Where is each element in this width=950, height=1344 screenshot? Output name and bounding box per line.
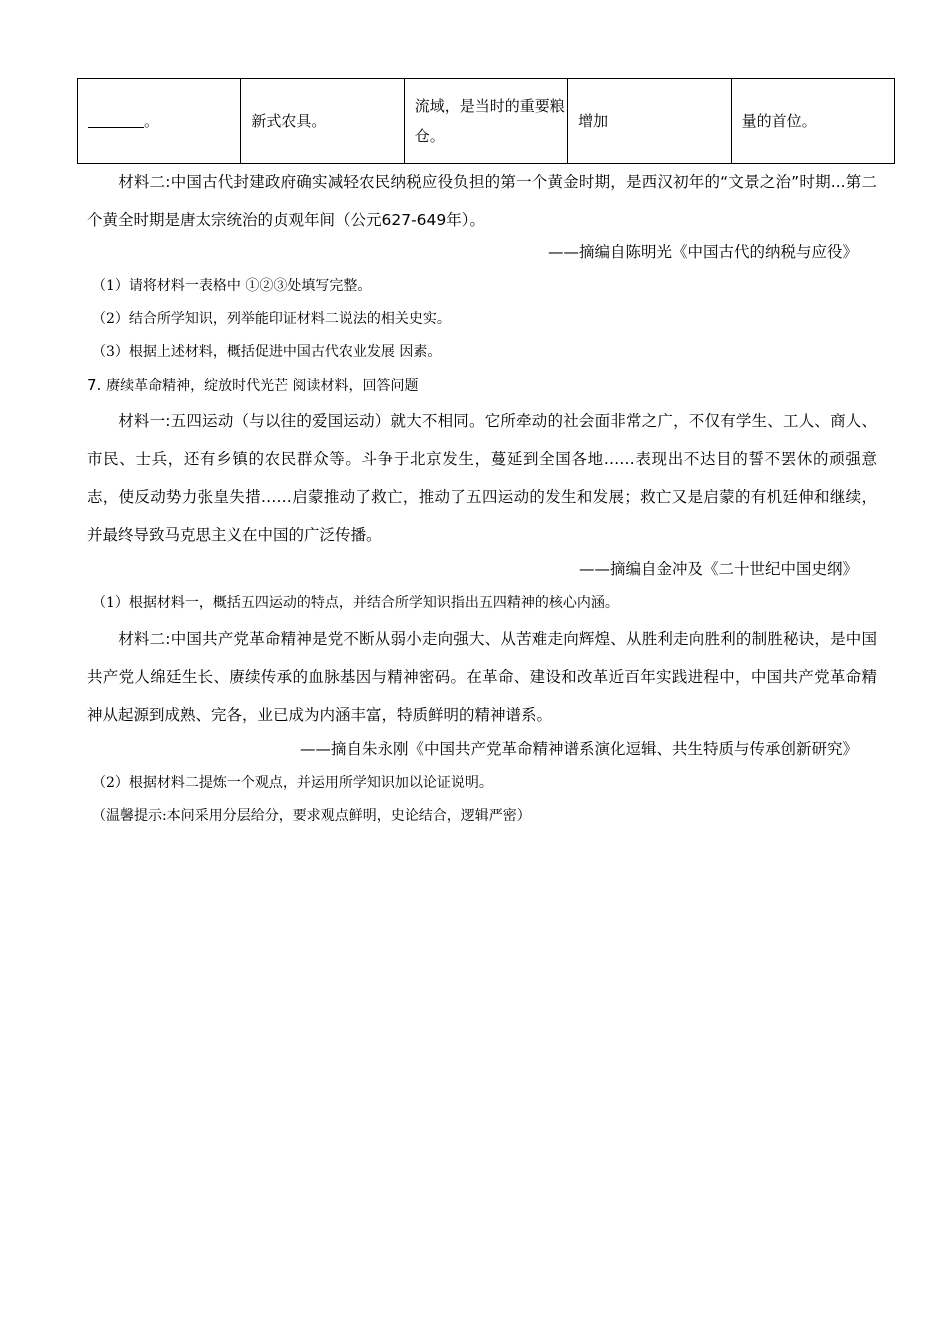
q6-question-3: （3）根据上述材料，概括促进中国古代农业发展 因素。 [92,344,442,360]
q7-source-2: ——摘自朱永刚《中国共产党革命精神谱系演化逗辑、共生特质与传承创新研究》 [299,740,858,758]
q7-question-2: （2）根据材料二提炼一个观点，并运用所学知识加以论证说明。 [92,775,493,791]
table-cell: 增加 [568,79,731,164]
q7-question-1: （1）根据材料一，概括五四运动的特点，并结合所学知识指出五四精神的核心内涵。 [92,595,619,611]
table-cell: 。 [78,79,241,164]
table-cell: 量的首位。 [731,79,894,164]
q7-source-1: ——摘编自金冲及《二十世纪中国史纲》 [578,560,858,578]
table-cell: 流域，是当时的重要粮仓。 [404,79,567,164]
q7-number: 7. [87,376,102,394]
q7-heading [87,374,419,397]
q7-title: 赓续革命精神，绽放时代光芒 阅读材料，回答问题 [106,378,419,394]
q6-question-1: （1）请将材料一表格中 ①②③处填写完整。 [92,278,372,294]
q7-material-1: 材料一:五四运动（与以往的爱国运动）就大不相同。它所牵动的社会面非常之广，不仅有学生、工人、商人、市民、士兵，还有乡镇的农民群众等。斗争于北京发生，蔓延到全国各地……表现出不达目的誓不罢休的顽强意志，使反动势力张皇失措……启蒙推动了救亡，推动了五四运动的发生和发展；救亡又是启蒙的有机廷伸和继续，并最终导致马克思主义在中国的广泛传播。 [87,412,877,544]
q6-material-2: 材料二:中国古代封建政府确实减轻农民纳税应役负担的第一个黄金时期，是西汉初年的“文景之治”时期...第二个黄全时期是唐太宗统治的贞观年间（公元627-649年）。 [87,173,877,229]
table-cell: 新式农具。 [241,79,404,164]
q7-material-2: 材料二:中国共产党革命精神是党不断从弱小走向强大、从苦难走向辉煌、从胜利走向胜利的制胜秘诀，是中国共产党人绵廷生长、赓续传承的血脉基因与精神密码。在革命、建设和改革近百年实践进程中，中国共产党革命精神从起源到成熟、完各，业已成为内涵丰富，特质鲜明的精神谱系。 [87,630,877,724]
material-table [77,78,895,164]
answer-blank[interactable] [88,109,144,128]
q7-hint: （温馨提示:本问采用分层给分，要求观点鲜明，史论结合，逻辑严密） [92,808,531,824]
q6-source-2: ——摘编自陈明光《中国古代的纳税与应役》 [547,243,858,261]
q6-question-2: （2）结合所学知识，列举能印证材料二说法的相关史实。 [92,311,451,327]
table-row [78,79,895,164]
